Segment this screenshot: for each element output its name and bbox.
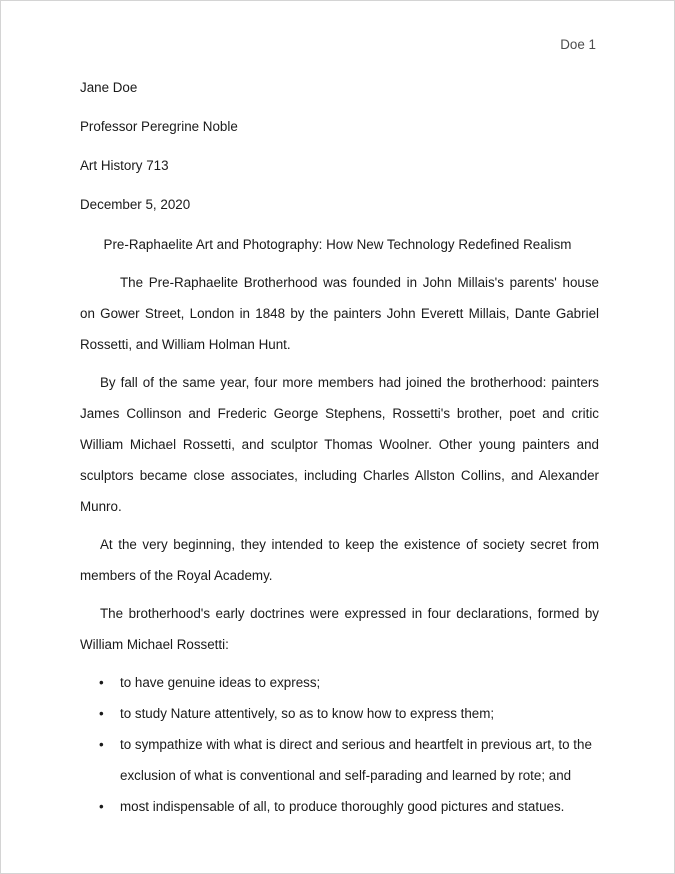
paragraph-3: At the very beginning, they intended to keep the existence of society secret from members of the Royal Academy. <box>80 537 599 583</box>
running-head: Doe 1 <box>560 37 596 52</box>
paper-title: Pre-Raphaelite Art and Photography: How New Technology Redefined Realism <box>103 237 572 252</box>
bullet-icon: • <box>99 706 104 721</box>
professor-name: Professor Peregrine Noble <box>80 119 238 134</box>
list-item <box>80 698 599 729</box>
list-item <box>80 667 599 698</box>
list-item <box>80 791 599 822</box>
list-item-text: to sympathize with what is direct and serious and heartfelt in previous art, to the exclusion of what is conventional and self-parading and learned by rote; and <box>120 737 592 783</box>
list-item <box>80 729 599 791</box>
list-item-text: to study Nature attentively, so as to know how to express them; <box>120 706 495 721</box>
list-item-text: to have genuine ideas to express; <box>120 675 321 690</box>
list-item-text: most indispensable of all, to produce thoroughly good pictures and statues. <box>120 799 565 814</box>
declarations-list <box>80 667 599 822</box>
bullet-icon: • <box>99 737 104 752</box>
paragraph-2: By fall of the same year, four more members had joined the brotherhood: painters James Collinson and Frederic George Stephens, Rossetti's brother, poet and critic William Michael Rossetti, and sculptor Thomas Woolner. Other young painters and sculptors became close associates, including Charles Allston Collins, and Alexander Munro. <box>80 375 599 514</box>
paragraph-4: The brotherhood's early doctrines were expressed in four declarations, formed by William Michael Rossetti: <box>80 606 599 652</box>
document-date: December 5, 2020 <box>80 197 191 212</box>
paper-body <box>80 267 599 822</box>
bullet-icon: • <box>99 675 104 690</box>
author-name: Jane Doe <box>80 80 138 95</box>
paragraph-1: The Pre-Raphaelite Brotherhood was founded in John Millais's parents' house on Gower Street, London in 1848 by the painters John Everett Millais, Dante Gabriel Rossetti, and William Holman Hunt. <box>80 275 599 352</box>
bullet-icon: • <box>99 799 104 814</box>
course-name: Art History 713 <box>80 158 169 173</box>
